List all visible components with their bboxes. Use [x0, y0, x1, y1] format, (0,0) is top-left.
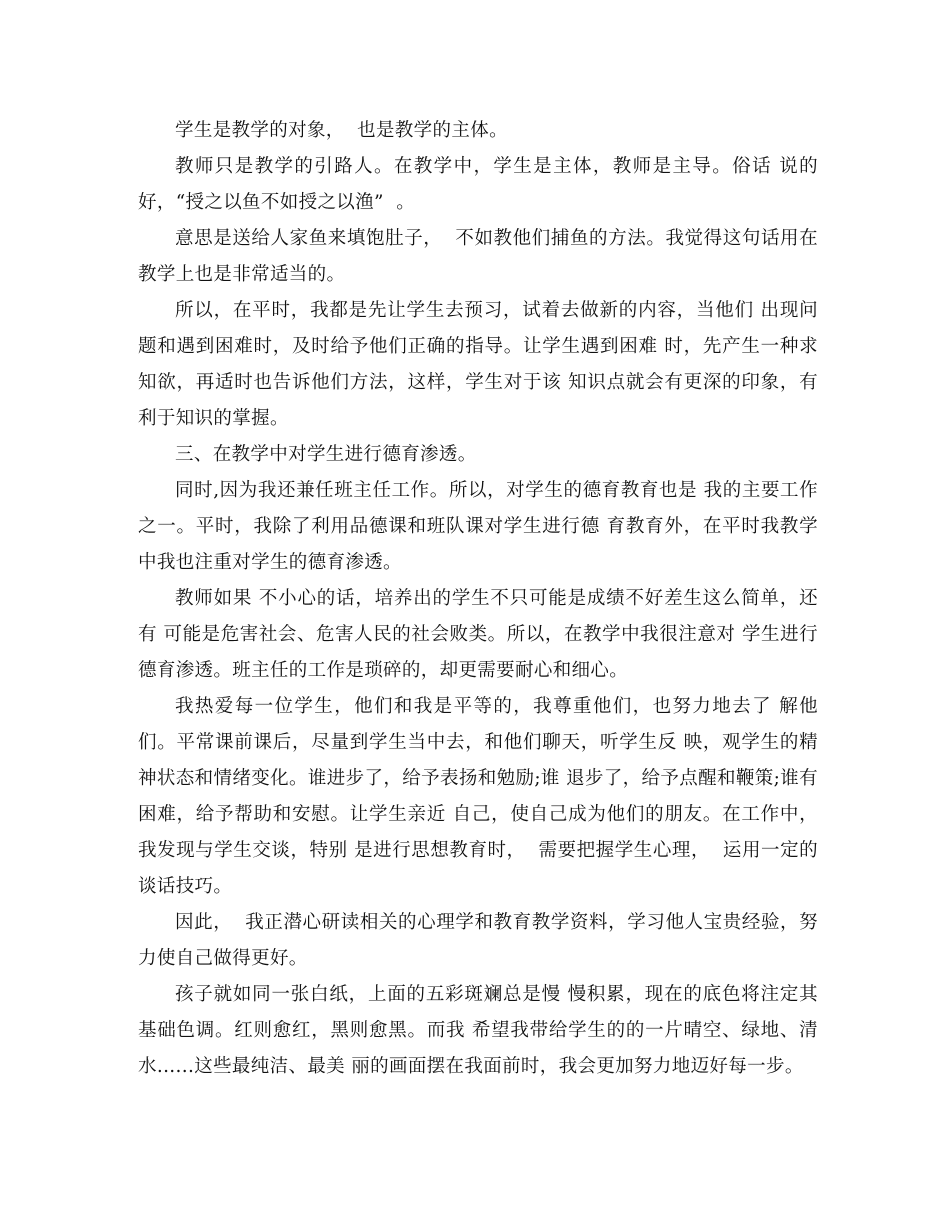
paragraph: 教师只是教学的引路人。在教学中，学生是主体，教师是主导。俗话 说的好，“授之以鱼不如授之以渔” 。	[138, 156, 818, 213]
paragraph: 因此， 我正潜心研读相关的心理学和教育教学资料，学习他人宝贵经验，努力使自己做得更好。	[138, 912, 818, 969]
paragraph: 同时,因为我还兼任班主任工作。所以，对学生的德育教育也是 我的主要工作之一。平时，我除了利用品德课和班队课对学生进行德 育教育外，在平时我教学中我也注重对学生的德育渗透。	[138, 480, 818, 573]
paragraph: 意思是送给人家鱼来填饱肚子， 不如教他们捕鱼的方法。我觉得这句话用在教学上也是非常适当的。	[138, 228, 818, 285]
paragraph: 学生是教学的对象， 也是教学的主体。	[175, 120, 508, 141]
paragraph: 教师如果 不小心的话，培养出的学生不只可能是成绩不好差生这么简单，还有 可能是危害社会、危害人民的社会败类。所以，在教学中我很注意对 学生进行德育渗透。班主任的工作是琐碎的，却更需要耐心和细心。	[138, 588, 818, 681]
paragraph: 我热爱每一位学生，他们和我是平等的，我尊重他们，也努力地去了 解他们。平常课前课后，尽量到学生当中去，和他们聊天，听学生反 映，观学生的精神状态和情绪变化。谁进步了，给予表扬和勉励;谁 退步了，给予点醒和鞭策;谁有困难，给予帮助和安慰。让学生亲近 自己，使自己成为他们的朋友。在工作中，我发现与学生交谈，特别 是进行思想教育时， 需要把握学生心理， 运用一定的谈话技巧。	[138, 696, 818, 897]
paragraph: 所以，在平时，我都是先让学生去预习，试着去做新的内容，当他们 出现问题和遇到困难时，及时给予他们正确的指导。让学生遇到困难 时，先产生一种求知欲，再适时也告诉他们方法，这样，学生对于该 知识点就会有更深的印象，有利于知识的掌握。	[138, 300, 818, 429]
document-body	[138, 113, 818, 1085]
section-heading: 三、在教学中对学生进行德育渗透。	[175, 444, 477, 465]
paragraph: 孩子就如同一张白纸，上面的五彩斑斓总是慢 慢积累，现在的底色将注定其基础色调。红则愈红，黑则愈黑。而我 希望我带给学生的的一片晴空、绿地、清水......这些最纯洁、最美 丽的画面摆在我面前时，我会更加努力地迈好每一步。	[138, 984, 818, 1077]
